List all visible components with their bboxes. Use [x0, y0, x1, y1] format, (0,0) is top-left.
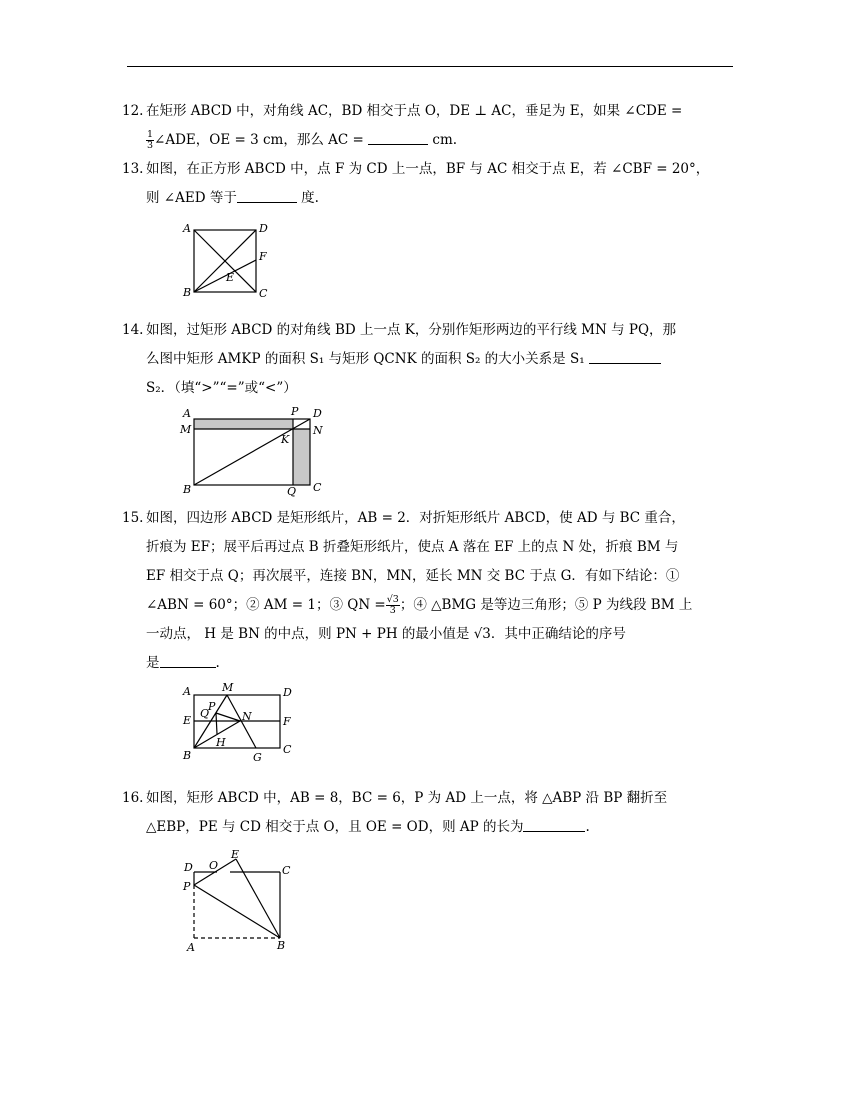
fraction-denominator: 3	[389, 605, 396, 616]
label-a: A	[183, 407, 191, 420]
question-12	[122, 97, 734, 155]
label-b: B	[183, 483, 192, 496]
question-14	[122, 316, 734, 403]
question-text: 一动点， H 是 BN 的中点，则 PN + PH 的最小值是 √3．其中正确结论的序号	[146, 626, 626, 642]
question-text: ∠ADE，OE = 3 cm，那么 AC =	[154, 132, 369, 148]
label-a: A	[187, 941, 195, 954]
question-text: S₂．（填“>”“=”或“<”）	[146, 380, 297, 396]
question-text: 如图，在正方形 ABCD 中，点 F 为 CD 上一点，BF 与 AC 相交于点 E，若 ∠CBF = 20°，	[146, 161, 710, 177]
shaded-rect-amkp	[194, 419, 293, 429]
question-text: 么图中矩形 AMKP 的面积 S₁ 与矩形 QCNK 的面积 S₂ 的大小关系是 S₁	[146, 351, 585, 367]
answer-blank[interactable]	[523, 817, 585, 832]
label-a: A	[183, 222, 191, 235]
label-m: M	[180, 423, 192, 436]
label-a: A	[183, 685, 191, 698]
label-d: D	[184, 861, 193, 874]
segment-ph	[216, 713, 217, 734]
header-rule	[127, 66, 733, 67]
label-g: G	[253, 751, 262, 764]
figure-16	[178, 845, 308, 960]
label-c: C	[282, 864, 291, 877]
fraction-numerator: √3	[386, 594, 399, 605]
question-text: 如图，四边形 ABCD 是矩形纸片，AB = 2．对折矩形纸片 ABCD，使 AD 与 BC 重合，	[146, 510, 685, 526]
label-e: E	[231, 848, 240, 861]
question-13	[122, 155, 734, 213]
question-number: 14.	[122, 322, 144, 338]
question-16: 16. 如图，矩形 ABCD 中，AB = 8，BC = 6，P 为 AD 上一点，将 △ABP 沿 BP 翻折至 △EBP，PE 与 CD 相交于点 O，且 OE = OD，则 AP 的长为 .	[146, 784, 734, 842]
question-text: EF 相交于点 Q；再次展平，连接 BN，MN，延长 MN 交 BC 于点 G．有如下结论：①	[146, 568, 680, 584]
segment-eb	[236, 859, 280, 938]
label-f: F	[283, 715, 291, 728]
question-text: 是	[146, 655, 160, 671]
label-h: H	[216, 736, 226, 749]
question-number: 13.	[122, 161, 144, 177]
question-text: ∠ABN = 60°；② AM = 1；③ QN =	[146, 597, 386, 613]
question-text: 如图，过矩形 ABCD 的对角线 BD 上一点 K，分别作矩形两边的平行线 MN 与 PQ，那	[146, 322, 677, 338]
figure-15	[178, 680, 308, 770]
label-d: D	[313, 407, 322, 420]
answer-blank[interactable]	[368, 130, 428, 145]
segment-bf	[194, 260, 256, 292]
label-c: C	[259, 287, 268, 300]
label-f: F	[259, 250, 267, 263]
label-d: D	[283, 686, 292, 699]
question-text: 折痕为 EF；展平后再过点 B 折叠矩形纸片，使点 A 落在 EF 上的点 N 处，折痕 BM 与	[146, 539, 679, 555]
figure-14	[178, 403, 338, 498]
segment-pb	[194, 885, 280, 938]
question-text: 则 ∠AED 等于	[146, 190, 237, 206]
segment-pn	[216, 713, 240, 721]
label-c: C	[313, 481, 322, 494]
label-o: O	[209, 859, 219, 872]
question-text: △EBP，PE 与 CD 相交于点 O，且 OE = OD，则 AP 的长为	[146, 819, 524, 835]
answer-blank[interactable]	[237, 188, 297, 203]
question-text: 在矩形 ABCD 中，对角线 AC，BD 相交于点 O，DE ⊥ AC，垂足为 E，如果 ∠CDE =	[146, 103, 683, 119]
label-d: D	[259, 222, 268, 235]
label-p: P	[208, 700, 216, 713]
label-b: B	[183, 749, 192, 762]
question-15: 15. 如图，四边形 ABCD 是矩形纸片，AB = 2．对折矩形纸片 ABCD，使 AD 与 BC 重合， 折痕为 EF；展平后再过点 B 折叠矩形纸片，使点 A 落在 EF 上的点 N 处，折痕 BM 与 EF 相交于点 Q；再次展平，连接 BN，MN，延长 MN 交 BC 于点 G．有如下结论：① ∠ABN = 60°；② AM = 1；③ QN = $\frac{√3}{3}$ ；④ △BMG 是等边三角形；⑤ P 为线段 BM 上 一动点， H 是 BN 的中点，则 PN + PH 的最小值是 √3．其中正确结论的序号 是 .	[146, 504, 734, 678]
question-number: 12.	[122, 103, 144, 119]
figure-13	[178, 220, 278, 300]
answer-blank[interactable]	[160, 653, 216, 668]
label-e: E	[183, 714, 192, 727]
label-q: Q	[287, 485, 297, 498]
question-text: 如图，矩形 ABCD 中，AB = 8，BC = 6，P 为 AD 上一点，将 △ABP 沿 BP 翻折至	[146, 790, 668, 806]
label-n: N	[313, 424, 323, 437]
question-text: ；④ △BMG 是等边三角形；⑤ P 为线段 BM 上	[399, 597, 693, 613]
label-p: P	[291, 405, 299, 418]
label-n: N	[242, 710, 252, 723]
label-p: P	[183, 880, 191, 893]
answer-blank[interactable]	[589, 349, 661, 364]
shaded-rect-qcnk	[293, 429, 310, 485]
label-m: M	[222, 681, 234, 694]
question-text: cm.	[428, 132, 458, 148]
label-q: Q	[200, 707, 210, 720]
question-number: 16.	[122, 790, 144, 806]
fraction	[146, 130, 154, 151]
label-c: C	[283, 743, 292, 756]
label-b: B	[183, 286, 192, 299]
fraction-denominator: 3	[147, 140, 154, 151]
fraction	[386, 595, 400, 616]
label-b: B	[277, 939, 286, 952]
question-text: 度.	[296, 190, 319, 206]
label-k: K	[281, 433, 290, 446]
label-e: E	[226, 271, 235, 284]
fraction-numerator: 1	[147, 129, 154, 140]
question-number: 15.	[122, 510, 144, 526]
